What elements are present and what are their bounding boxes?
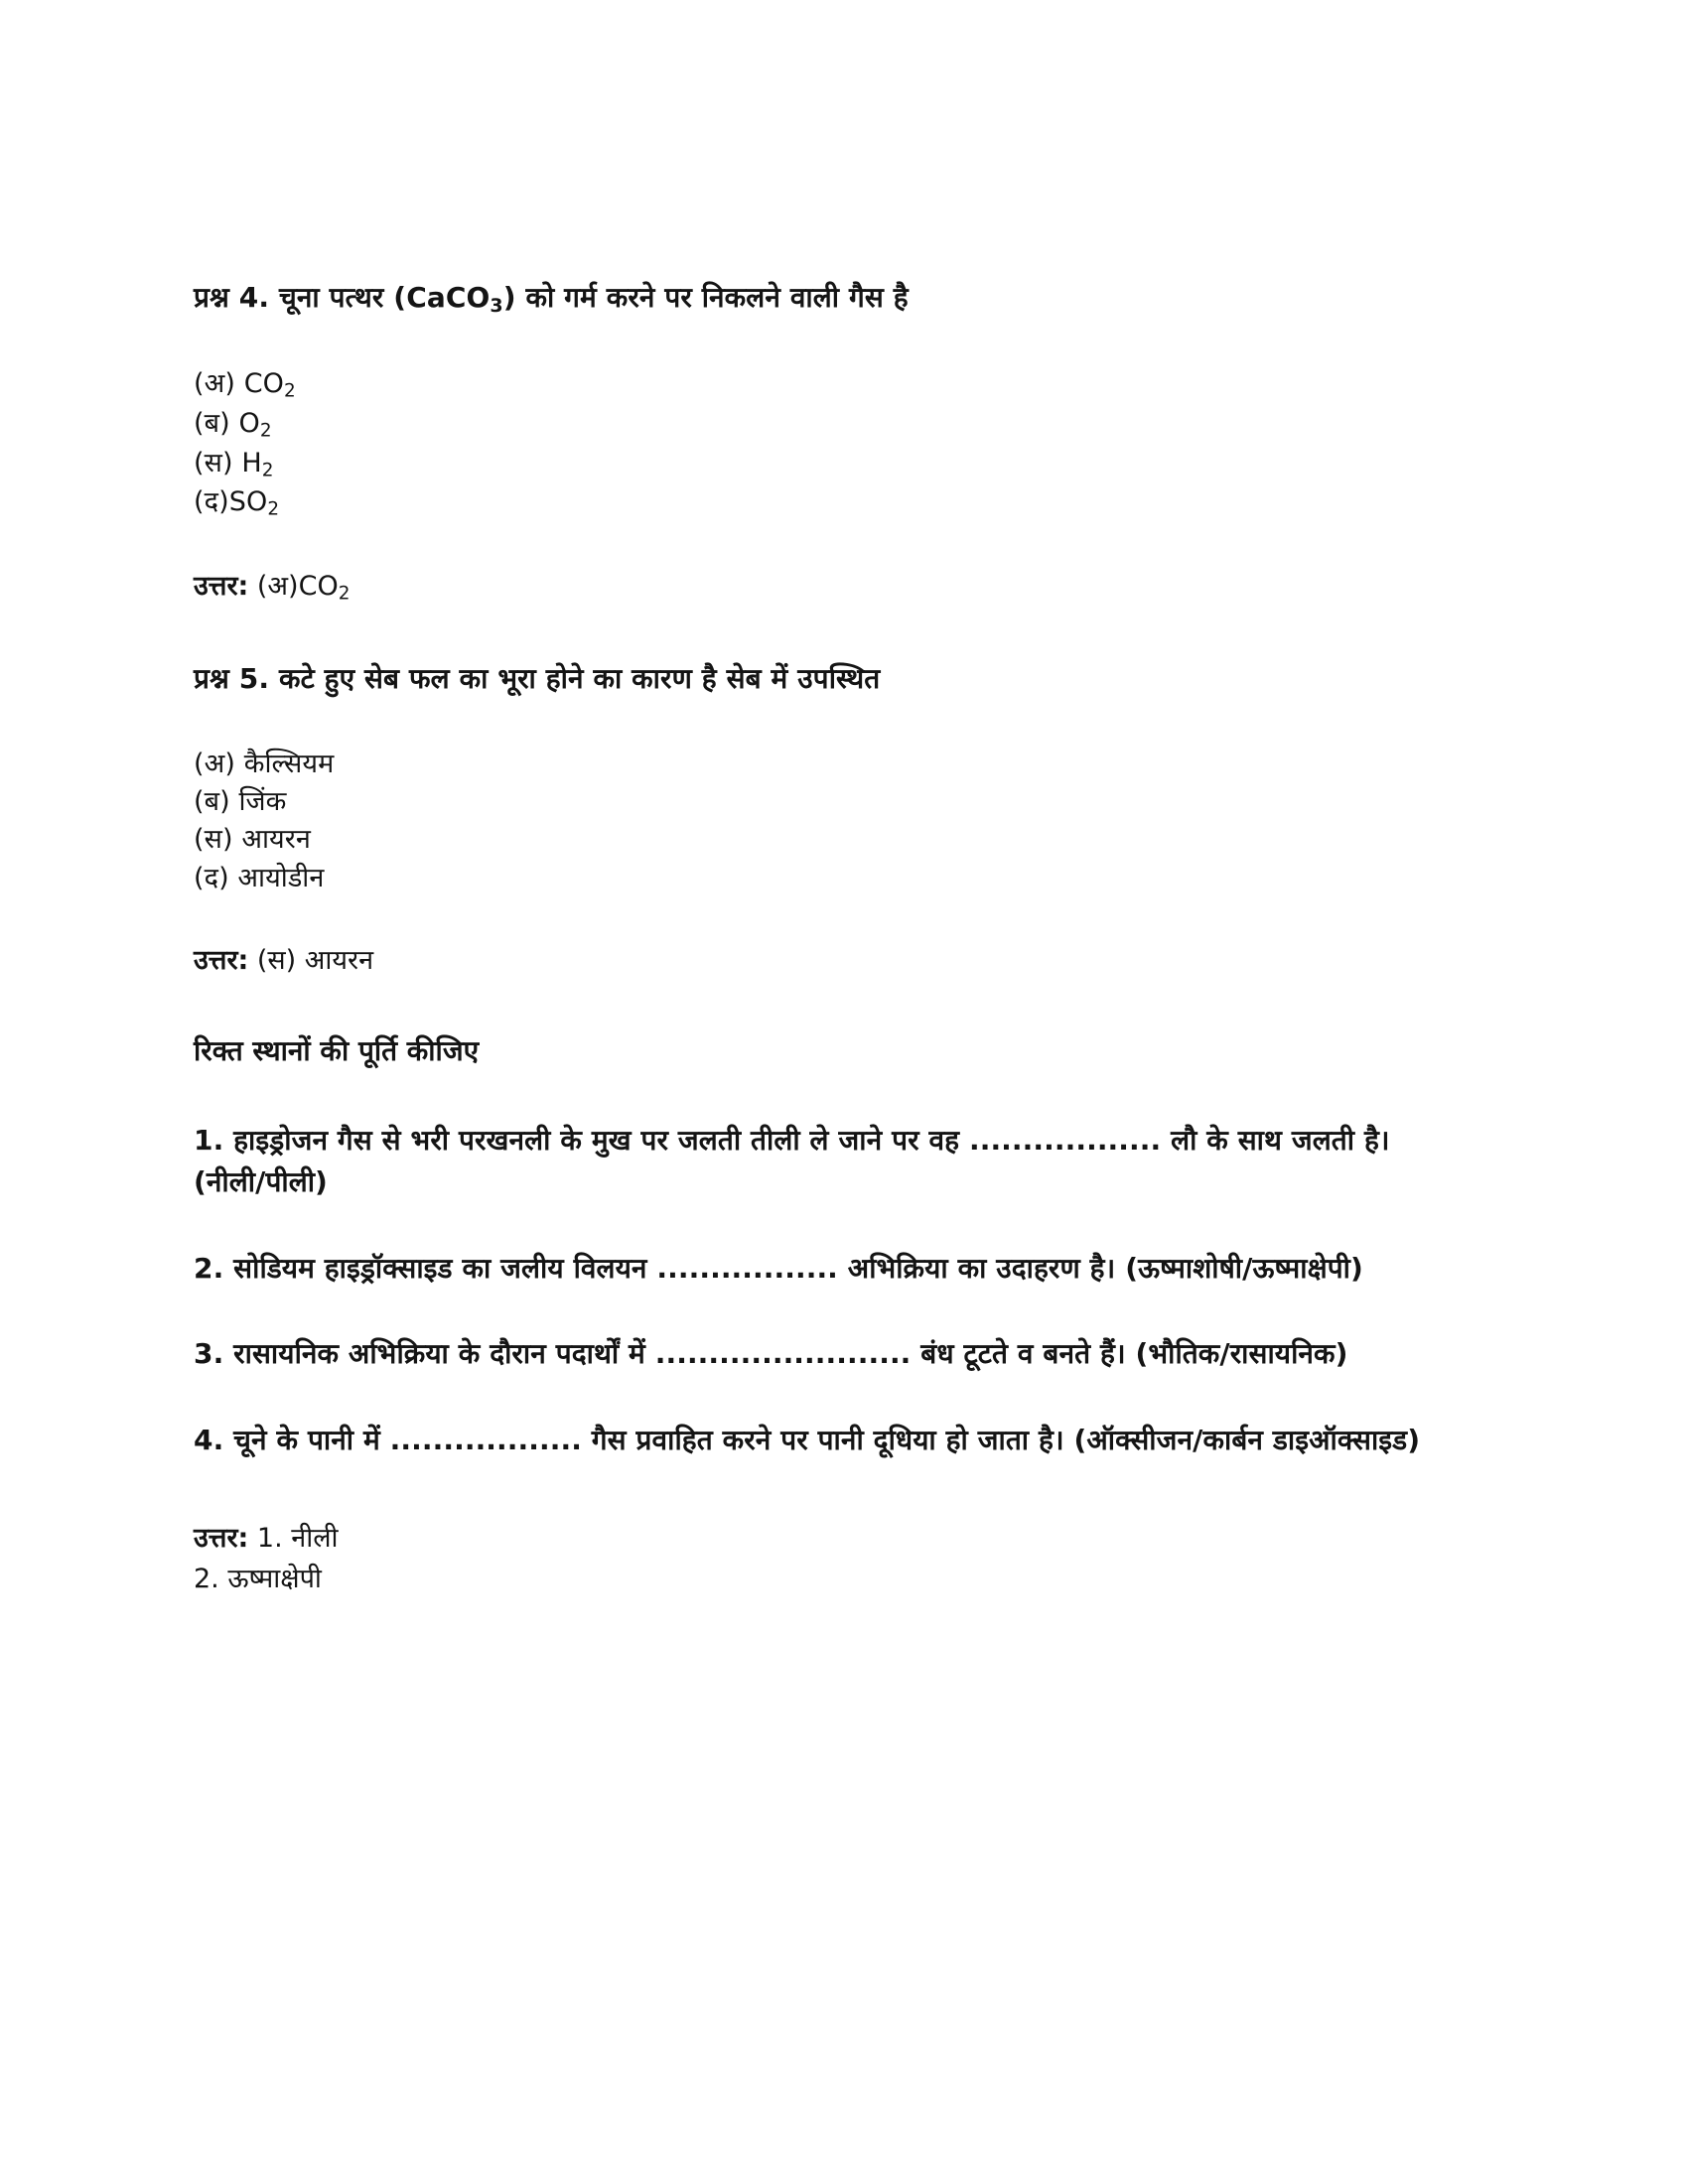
option-label: (ब) [194, 786, 230, 818]
option-label: (स) [194, 824, 233, 856]
fill-in-blanks-heading: रिक्त स्थानों की पूर्ति कीजिए [194, 1034, 480, 1068]
fill-in-blank-item: 2. सोडियम हाइड्रॉक्साइड का जलीय विलयन ................. अभिक्रिया का उदाहरण है। (ऊष्माशोषी/ऊष्माक्षेपी) [194, 1251, 1363, 1285]
question-4-text: चूना पत्थर (CaCO [278, 281, 491, 314]
option-item [194, 445, 1460, 484]
answer-value: (अ)CO [256, 570, 339, 602]
option-label: (ब) [194, 408, 230, 439]
question-5-answer [194, 941, 1460, 980]
fill-in-blank-item: 1. हाइड्रोजन गैस से भरी परखनली के मुख पर जलती तीली ले जाने पर वह .................. लौ के साथ जलती है। (नीली/पीली) [194, 1123, 1390, 1199]
answer-label: उत्तर: [194, 570, 249, 602]
question-4-heading [194, 278, 1460, 320]
option-subscript: 2 [261, 460, 274, 481]
option-item [194, 483, 1460, 523]
option-text: O [238, 408, 260, 439]
option-label: (अ) [194, 748, 235, 779]
answer-value: (स) आयरन [256, 945, 374, 977]
option-text: जिंक [238, 786, 287, 818]
option-label: (द) [194, 862, 229, 893]
fill-in-blank-item: 3. रासायनिक अभिक्रिया के दौरान पदार्थों में ........................ बंध टूटते व बनते हैं। (भौतिक/रासायनिक) [194, 1337, 1348, 1371]
option-label: (स) [194, 447, 233, 478]
question-4-subscript: 3 [490, 294, 503, 317]
document-body [194, 278, 1460, 1599]
option-text: कैल्सियम [243, 748, 335, 779]
answer-line: 2. ऊष्माक्षेपी [194, 1563, 322, 1594]
fill-in-blanks-answers [194, 1519, 1460, 1599]
option-label: (अ) [194, 368, 235, 400]
option-item [194, 783, 1460, 821]
answer-first-line [194, 1519, 1460, 1560]
answer-subscript: 2 [338, 583, 351, 605]
option-text: H [241, 447, 262, 478]
question-5-options [194, 746, 1460, 897]
question-5-text: कटे हुए सेब फल का भूरा होने का कारण है सेब में उपस्थित [278, 662, 881, 696]
option-item [194, 821, 1460, 859]
option-subscript: 2 [267, 498, 280, 520]
answer-label: उत्तर: [194, 1523, 249, 1555]
option-item [194, 405, 1460, 445]
option-text: CO [243, 368, 284, 400]
question-4-answer [194, 567, 1460, 608]
question-5-heading [194, 659, 1460, 700]
option-subscript: 2 [284, 380, 296, 402]
option-item [194, 746, 1460, 783]
option-subscript: 2 [259, 420, 272, 442]
question-4-options [194, 365, 1460, 523]
question-4-number: प्रश्न 4. [194, 281, 270, 314]
option-text: आयरन [241, 824, 311, 856]
option-text: आयोडीन [237, 862, 325, 893]
question-4-text-cont: ) को गर्म करने पर निकलने वाली गैस है [502, 281, 909, 314]
option-item [194, 365, 1460, 405]
option-label: (द) [194, 486, 229, 518]
question-5-number: प्रश्न 5. [194, 662, 270, 696]
option-item [194, 860, 1460, 897]
fill-in-blank-item: 4. चूने के पानी में .................. गैस प्रवाहित करने पर पानी दूधिया हो जाता है। (ऑक्सीजन/कार्बन डाइऑक्साइड) [194, 1423, 1421, 1456]
answer-label: उत्तर: [194, 945, 249, 977]
answer-line: 1. नीली [256, 1523, 339, 1555]
option-text: SO [228, 486, 268, 518]
